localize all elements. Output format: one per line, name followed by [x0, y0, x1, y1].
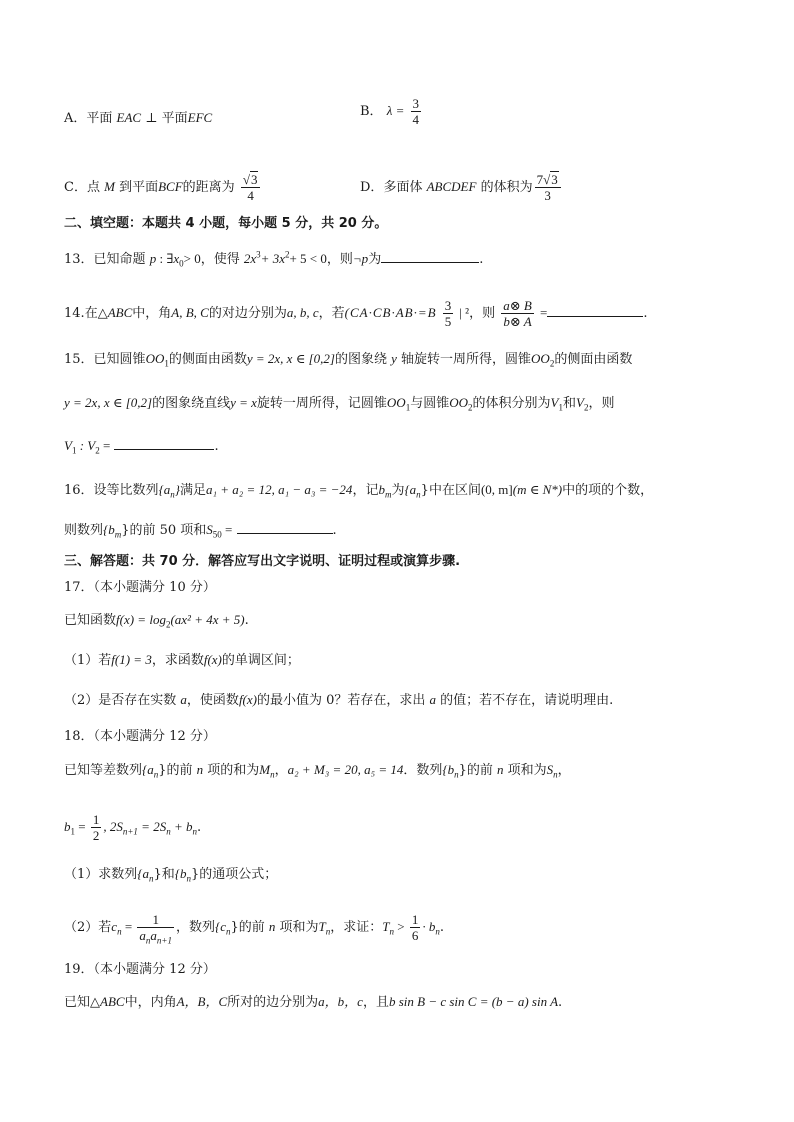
q13-not-p: ¬p [352, 251, 369, 266]
option-b-den: 4 [412, 112, 419, 127]
q18-text-b: }的前 [158, 763, 193, 778]
option-b [360, 96, 423, 127]
q16-text-c: ，记 [352, 483, 379, 498]
option-c-den: 4 [247, 188, 254, 203]
q13-poly-a: 2x [243, 251, 257, 266]
q13-exp3: 3 [256, 249, 261, 260]
q16-m-in-n: (m ∈ N*) [512, 482, 563, 497]
q19-text-c: 所对的边分别为 [227, 995, 319, 1010]
polyhedron-name: ABCDEF [426, 179, 477, 194]
q17-text-a: 已知函数 [64, 613, 117, 628]
q18-p2-e: ，求证： [330, 920, 383, 935]
q17-argument: (ax² + 4x + 5) [170, 612, 245, 627]
q15-ratio-v2: : V [76, 438, 96, 453]
q19-stem [64, 992, 734, 1013]
q16-text-g: 则数列 [64, 523, 104, 538]
q14-fnum: 3 [444, 298, 452, 313]
option-b-fraction [411, 96, 422, 127]
option-d-pre: 多面体 [383, 180, 423, 195]
question-16-line2 [64, 519, 734, 541]
q14-fraction [443, 298, 454, 329]
q14-number: 14. [64, 306, 85, 321]
q18-p1-end: }的通项公式； [190, 867, 278, 882]
q18-b1-den: 2 [92, 828, 100, 843]
q17-log-base: 2 [165, 619, 171, 630]
q18-text-g: 项和为 [507, 763, 547, 778]
q13-p: p [149, 251, 157, 266]
q18-sn-sub: n [553, 769, 558, 780]
q18-p1-an: {a [137, 866, 149, 881]
q13-text: 已知命题 [93, 252, 146, 267]
option-d-post: 的体积为 [480, 180, 533, 195]
q17-p2-var: a [180, 692, 187, 707]
q14-rden: b⊗ A [503, 314, 532, 329]
q18-p2-cn: {c [215, 919, 226, 934]
q18-ineq-sub: n [389, 926, 395, 937]
option-d-rad: 3 [551, 172, 558, 187]
option-d-coef: 7 [536, 172, 544, 187]
q14-end: . [643, 306, 648, 321]
q15-y-axis: y [391, 351, 397, 366]
q18-rec-b: = 2S [137, 819, 167, 834]
q15-oo2-b: OO [449, 395, 468, 410]
q18-rec-sub2: n [166, 826, 171, 837]
q15-v1-sub: 1 [558, 402, 563, 413]
q18-p2-end: . [439, 920, 445, 935]
option-b-label: B． [360, 104, 383, 119]
q18-an-sub: n [153, 769, 159, 780]
q18-cn-den-a2: a [150, 928, 157, 943]
q13-end: . [479, 252, 484, 267]
q19-text-d: ，且 [362, 995, 389, 1010]
q17-p1-cond: f(1) = 3 [111, 652, 152, 667]
q18-ineq-t: T [382, 919, 390, 934]
q18-b1-num: 1 [92, 812, 100, 827]
q15-function2: y = 2x, x ∈ [0,2] [64, 395, 153, 410]
q17-p2-b: ，使函数 [186, 693, 239, 708]
q15-line: y = x [230, 395, 257, 410]
q18-rec-a: , 2S [103, 819, 123, 834]
q15-answer-blank[interactable] [114, 435, 214, 450]
q15-end: . [214, 439, 219, 454]
q19-equation: b sin B − c sin C = (b − a) sin A [388, 994, 559, 1009]
q18-mn-sub: n [270, 769, 275, 780]
q18-p2-cn-sub: n [225, 926, 231, 937]
q18-ineq-fraction [410, 912, 421, 943]
perp-symbol: ⊥ [145, 110, 158, 125]
q15-v2-sub: 2 [583, 402, 589, 413]
q18-cn-den-sub2: n+1 [156, 935, 172, 946]
q16-bm2: {b [103, 522, 115, 537]
q18-p1-an-sub: n [148, 873, 154, 884]
q15-oo1-b-sub: 1 [405, 402, 411, 413]
option-d-num: 7√3 [535, 172, 561, 188]
q16-text-b: 满足 [179, 483, 206, 498]
q16-text-d: 为 [391, 483, 405, 498]
q15-text-b: 的侧面由函数 [168, 352, 247, 367]
q15-oo1-sub: 1 [164, 358, 169, 369]
option-c-post: 的距离为 [182, 180, 235, 195]
q18-p1-and: }和 [153, 867, 175, 882]
q13-answer-blank[interactable] [381, 248, 479, 263]
q18-cn-den [137, 928, 174, 946]
q15-ratio-eq: = [99, 438, 111, 453]
question-16-line1 [64, 480, 734, 501]
q15-v2: V [575, 395, 584, 410]
q15-text-e: 的侧面由函数 [554, 352, 633, 367]
q18-p2-c: }的前 [230, 920, 265, 935]
q18-p1-bn-sub: n [186, 873, 191, 884]
q18-stem-line1 [64, 760, 734, 781]
q16-end: . [332, 523, 337, 538]
q15-number: 15． [64, 352, 94, 367]
q15-text-f: 的图象绕直线 [152, 396, 231, 411]
q17-stem [64, 610, 734, 631]
q18-text-d: ， [274, 763, 288, 778]
q18-b1-sub: 1 [70, 826, 75, 837]
q18-ineq-num: 1 [411, 912, 419, 927]
option-d-label: D． [360, 180, 384, 195]
q18-cn: c [111, 919, 118, 934]
option-d-den: 3 [544, 188, 551, 203]
option-a [64, 111, 212, 126]
q15-text-d: 轴旋转一周所得，圆锥 [401, 352, 532, 367]
q17-p1-fx: f(x) [203, 652, 222, 667]
option-a-text: 平面 [86, 111, 113, 126]
q17-part1 [64, 650, 734, 671]
q17-function: f(x) = log [116, 612, 166, 627]
q16-an: {a [158, 482, 171, 497]
option-c-rad: 3 [250, 172, 258, 187]
q18-cn-num: 1 [137, 912, 174, 928]
q16-number: 16． [64, 483, 94, 498]
q18-b1-fraction [91, 812, 102, 843]
q18-p2-n: n [268, 919, 276, 934]
q14-tail: | ²，则 [459, 305, 496, 320]
q13-number: 13． [64, 252, 94, 267]
q18-rec-c: + b [170, 819, 193, 834]
q18-text-a: 已知等差数列 [64, 763, 143, 778]
q18-text-h: ， [557, 763, 571, 778]
q13-sub: 0 [179, 258, 184, 269]
q14-triangle: ABC [107, 305, 133, 320]
q15-oo1: OO [145, 351, 165, 366]
q17-p2-var2: a [429, 692, 437, 707]
plane-eac: EAC [116, 110, 142, 125]
q18-cn-den-sub: n [145, 935, 151, 946]
q18-ineq-b: · b [422, 919, 436, 934]
q18-tn-sub: n [325, 926, 331, 937]
q17-p2-d: 的值；若不存在，请说明理由. [440, 693, 614, 708]
option-c-num: √3 [241, 172, 261, 188]
q13-is: 为 [368, 252, 382, 267]
option-b-lhs: λ = [386, 103, 405, 118]
q15-and: 和 [562, 396, 576, 411]
q14-sides: a, b, c [286, 305, 319, 320]
q15-ratio-v1: V [64, 438, 72, 453]
q18-p2-b: ，数列 [175, 920, 215, 935]
plane-bcf: BCF [158, 179, 183, 194]
option-a-label: A． [64, 111, 87, 126]
q14-ratio [501, 298, 534, 329]
q16-eq: = [221, 522, 233, 537]
option-c-pre: 点 [86, 180, 100, 195]
q18-text-e: ．数列 [403, 763, 443, 778]
option-a-text-mid: 平面 [161, 111, 188, 126]
q18-ineq-den: 6 [411, 928, 419, 943]
q16-answer-blank[interactable] [237, 519, 333, 534]
q13-then: ，则 [326, 252, 353, 267]
q19-text-b: 中，内角 [124, 995, 177, 1010]
point-m: M [104, 179, 115, 194]
question-13: 13．已知命题 p : $\exists x_0> 0$，使得 $2x^3+ 3x^2+ 5 < 0$，则¬p为 . [64, 249, 484, 269]
option-c-fraction [241, 172, 261, 203]
q15-oo2-b-sub: 2 [468, 402, 473, 413]
q16-bm2-sub: m [114, 529, 122, 540]
q15-text-c: 的图象绕 [334, 352, 387, 367]
section-solution-heading: 三、解答题：共 70 分．解答应写出文字说明、证明过程或演算步骤. [64, 554, 461, 569]
q14-angles: A, B, C [171, 305, 209, 320]
q13-poly-c: + 5 < 0 [289, 251, 327, 266]
q15-oo2-sub: 2 [549, 358, 555, 369]
q19-angles: A，B，C [176, 994, 228, 1009]
q16-an-sub: n [170, 489, 175, 500]
option-c [64, 172, 262, 203]
q13-poly-b: + 3x [260, 251, 285, 266]
q16-text-f: 中的项的个数， [562, 483, 654, 498]
q15-ratio-sub2: 2 [95, 445, 100, 456]
q18-ineq-gt: > [394, 919, 408, 934]
q15-text-h: 与圆锥 [410, 396, 450, 411]
q18-b1: b [64, 819, 71, 834]
q13-exp2: 2 [284, 249, 290, 260]
q18-condition: a₂ + M₃ = 20, a₅ = 14 [287, 762, 404, 777]
q14-eq: = [539, 305, 548, 320]
question-15-line1 [64, 349, 734, 370]
q15-text-a: 已知圆锥 [93, 352, 146, 367]
q16-bm: b [378, 482, 385, 497]
q14-text4: ，若 [318, 306, 345, 321]
question-15-line2 [64, 393, 734, 414]
q17-p2-c: 的最小值为 0？若存在，求出 [256, 693, 426, 708]
q18-mn: M [259, 762, 271, 777]
q17-p1-b: ，求函数 [151, 653, 204, 668]
q15-function: y = 2x, x ∈ [0,2] [246, 351, 335, 366]
q19-sides: a，b，c [318, 994, 363, 1009]
q17-heading: 17．（本小题满分 10 分） [64, 580, 216, 595]
q17-p1-a: （1）若 [64, 653, 112, 668]
q18-n2: n [497, 762, 504, 777]
option-d [360, 172, 563, 203]
q18-tn: T [318, 919, 326, 934]
q16-text-e: }中在区间 [420, 483, 481, 498]
q18-ineq-b-sub: n [435, 926, 440, 937]
q18-part2: （2）若$c_n$ = $\frac{1}{a_na_{n+1}}$ ，数列$\{c_n\}$的前 n 项和为$T_n$，求证：$T_n$ > $\frac{1}{6}$ · $b_n$. [64, 912, 445, 946]
q18-p2-a: （2）若 [64, 920, 112, 935]
q16-an2-sub: n [416, 489, 421, 500]
q16-s50: S [206, 522, 213, 537]
q19-triangle: ABC [100, 994, 125, 1009]
q14-rnum: a⊗ B [503, 298, 532, 313]
q18-text-c: 项的和为 [207, 763, 260, 778]
q16-condition: a₁ + a₂ = 12, a₁ − a₃ = −24 [205, 482, 353, 497]
q17-part2 [64, 690, 734, 711]
option-c-mid: 到平面 [119, 180, 159, 195]
q15-text-g: 旋转一周所得，记圆锥 [256, 396, 387, 411]
q18-p2-d: 项和为 [279, 920, 319, 935]
q18-cn-sub: n [117, 926, 122, 937]
q15-v1: V [550, 395, 559, 410]
option-b-num: 3 [412, 96, 419, 111]
q18-stem-line2: $b_1$ = $\frac{1}{2}$ , $2S_{n+1} = 2S_n + b_n$. [64, 812, 202, 843]
q18-cn-den-a: a [139, 928, 146, 943]
q16-s50-sub: 50 [212, 529, 222, 540]
q19-heading: 19．（本小题满分 12 分） [64, 962, 216, 977]
q16-an2: {a [404, 482, 417, 497]
q16-bm-sub: m [384, 489, 392, 500]
q16-text-h: }的前 50 项和 [121, 523, 207, 538]
q17-p2-a: （2）是否存在实数 [64, 693, 177, 708]
q18-rec-sub3: n [192, 826, 197, 837]
q17-p2-fx: f(x) [238, 692, 257, 707]
q18-an: {a [142, 762, 154, 777]
q14-text2: 中，角 [132, 306, 172, 321]
q13-exists: ∃x [166, 251, 180, 266]
q16-an-close: } [174, 482, 180, 497]
plane-efc: EFC [187, 110, 213, 125]
q14-fden: 5 [444, 314, 452, 329]
q18-p1-bn: {b [174, 866, 187, 881]
q18-text-f: }的前 [458, 763, 493, 778]
q17-end: . [244, 613, 249, 628]
q13-gt: > 0，使得 [183, 251, 240, 266]
q18-rec-sub: n+1 [122, 826, 138, 837]
q18-part1 [64, 864, 734, 885]
q18-cn-fraction [137, 912, 174, 946]
question-15-line3 [64, 435, 734, 457]
q14-answer-blank[interactable] [547, 302, 643, 317]
q18-sn: S [546, 762, 554, 777]
section-fill-in-heading: 二、填空题：本题共 4 小题，每小题 5 分，共 20 分。 [64, 216, 388, 231]
q18-heading: 18．（本小题满分 12 分） [64, 729, 216, 744]
q16-interval: (0, m] [480, 482, 513, 497]
q18-n: n [196, 762, 204, 777]
option-a-row [64, 96, 734, 129]
q14-text3: 的对边分别为 [208, 306, 287, 321]
q15-ratio-sub1: 1 [71, 445, 77, 456]
q14-garbled-expr: (CA·CB·AB·=B [344, 305, 437, 320]
q19-text-a: 已知△ [64, 995, 100, 1010]
q15-text-i: 的体积分别为 [472, 396, 551, 411]
q19-end: . [558, 995, 563, 1010]
q17-p1-c: 的单调区间； [221, 653, 300, 668]
q16-text-a: 设等比数列 [93, 483, 159, 498]
q15-oo2: OO [531, 351, 550, 366]
option-d-fraction [535, 172, 561, 203]
q18-end: . [196, 820, 202, 835]
question-14 [64, 298, 734, 329]
option-c-label: C． [64, 180, 87, 195]
q18-bn-sub: n [454, 769, 459, 780]
q18-bn: {b [442, 762, 455, 777]
q15-oo1-b: OO [386, 395, 406, 410]
q14-text: 在△ [84, 306, 108, 321]
q18-p1-a: （1）求数列 [64, 867, 138, 882]
q15-text-j: ，则 [588, 396, 615, 411]
option-c-row [64, 172, 734, 203]
